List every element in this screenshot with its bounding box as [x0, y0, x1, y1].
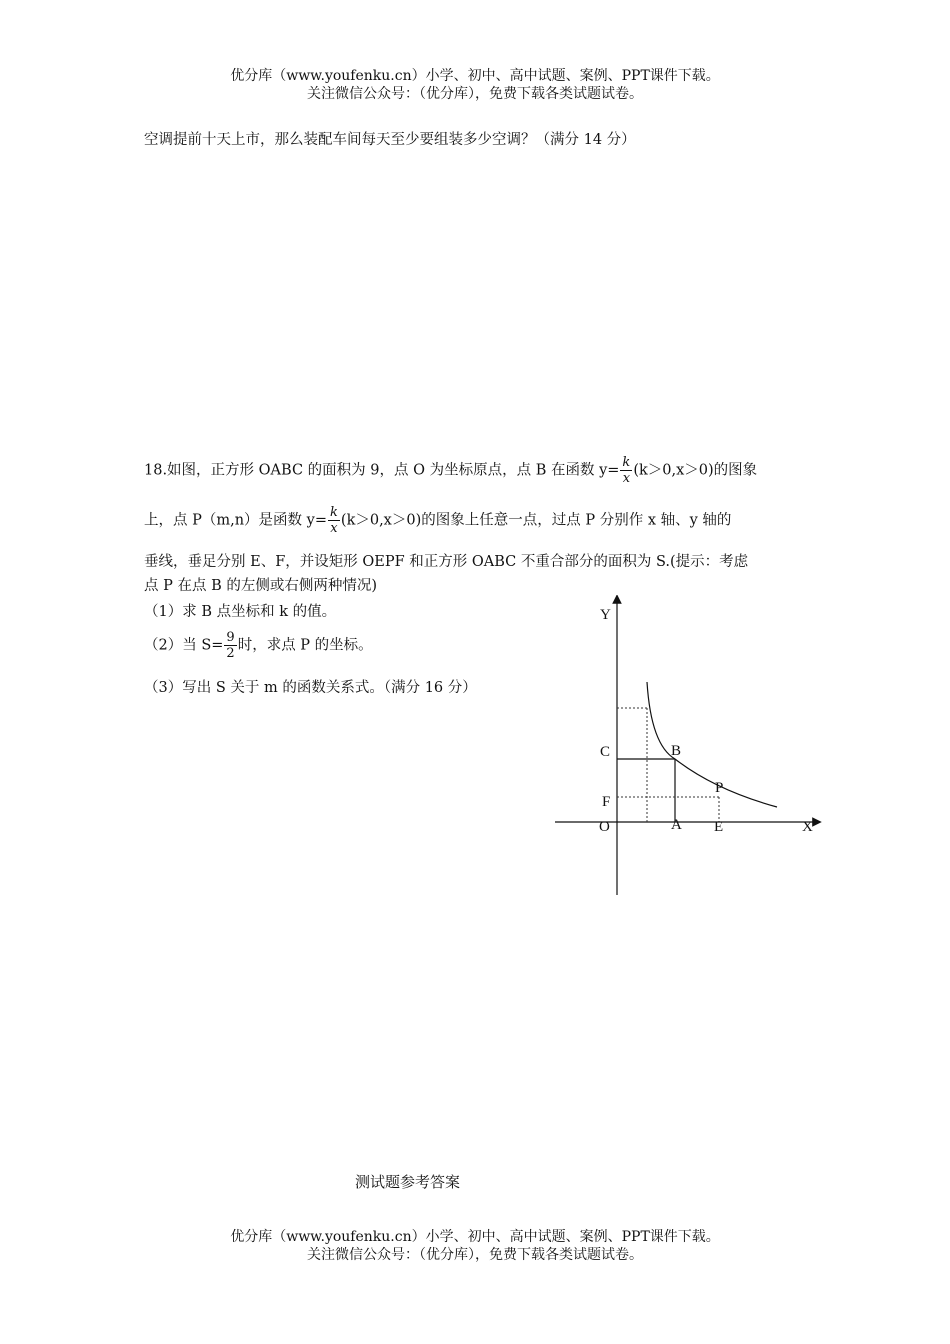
fraction-denominator: 2: [226, 646, 235, 661]
label-point-p: P: [715, 780, 724, 796]
footer-line-1: 优分库（www.youfenku.cn）小学、初中、高中试题、案例、PPT课件下载。: [230, 1229, 720, 1245]
q18-sub2-text-a: （2）当 S=: [144, 637, 224, 654]
page-header: [0, 67, 950, 103]
q18-sub2-text-b: 时，求点 P 的坐标。: [237, 637, 373, 654]
hyperbola-curve: [647, 682, 777, 807]
answers-section-title: 测试题参考答案: [355, 1173, 461, 1191]
label-point-f: F: [602, 794, 611, 810]
label-point-b: B: [671, 743, 682, 759]
question-18-line-2: [144, 505, 731, 536]
label-point-e: E: [714, 819, 724, 835]
question-18-line-1: [144, 455, 757, 486]
fraction-k-over-x-2: [328, 505, 340, 536]
label-point-a: A: [671, 817, 682, 833]
question-18-sub-3: （3）写出 S 关于 m 的函数关系式。（满分 16 分）: [144, 680, 477, 696]
coordinate-figure: [555, 595, 825, 900]
header-line-2: 关注微信公众号：（优分库），免费下载各类试题试卷。: [307, 86, 643, 102]
question-17-tail: 空调提前十天上市，那么装配车间每天至少要组装多少空调？（满分 14 分）: [144, 132, 636, 148]
page-footer: [0, 1228, 950, 1264]
fraction-denominator: x: [330, 521, 338, 536]
question-18-sub-1: （1）求 B 点坐标和 k 的值。: [144, 604, 337, 620]
label-x-axis: X: [802, 819, 813, 835]
header-line-1: 优分库（www.youfenku.cn）小学、初中、高中试题、案例、PPT课件下载。: [230, 68, 720, 84]
label-origin: O: [599, 819, 610, 835]
label-y-axis: Y: [600, 607, 611, 623]
q18-line2-text-a: 上，点 P（m,n）是函数 y=: [144, 512, 328, 529]
q18-line1-text-b: (k＞0,x＞0)的图象: [633, 462, 758, 479]
fraction-9-over-2: [224, 630, 236, 661]
footer-line-2: 关注微信公众号：（优分库），免费下载各类试题试卷。: [307, 1247, 643, 1263]
q18-line2-text-b: (k＞0,x＞0)的图象上任意一点，过点 P 分别作 x 轴、y 轴的: [340, 512, 732, 529]
question-18-line-3: 垂线，垂足分别 E、F，并设矩形 OEPF 和正方形 OABC 不重合部分的面积为 S.(提示：考虑: [144, 554, 749, 570]
question-18-line-4: 点 P 在点 B 的左侧或右侧两种情况): [144, 578, 378, 594]
label-point-c: C: [600, 744, 611, 760]
fraction-denominator: x: [622, 471, 631, 486]
fraction-numerator: k: [330, 505, 338, 520]
question-18-sub-2: [144, 630, 373, 661]
fraction-numerator: k: [622, 455, 631, 470]
fraction-numerator: 9: [226, 630, 235, 645]
fraction-k-over-x: [620, 455, 632, 486]
q18-line1-text-a: 18.如图，正方形 OABC 的面积为 9，点 O 为坐标原点，点 B 在函数 y=: [144, 462, 620, 479]
